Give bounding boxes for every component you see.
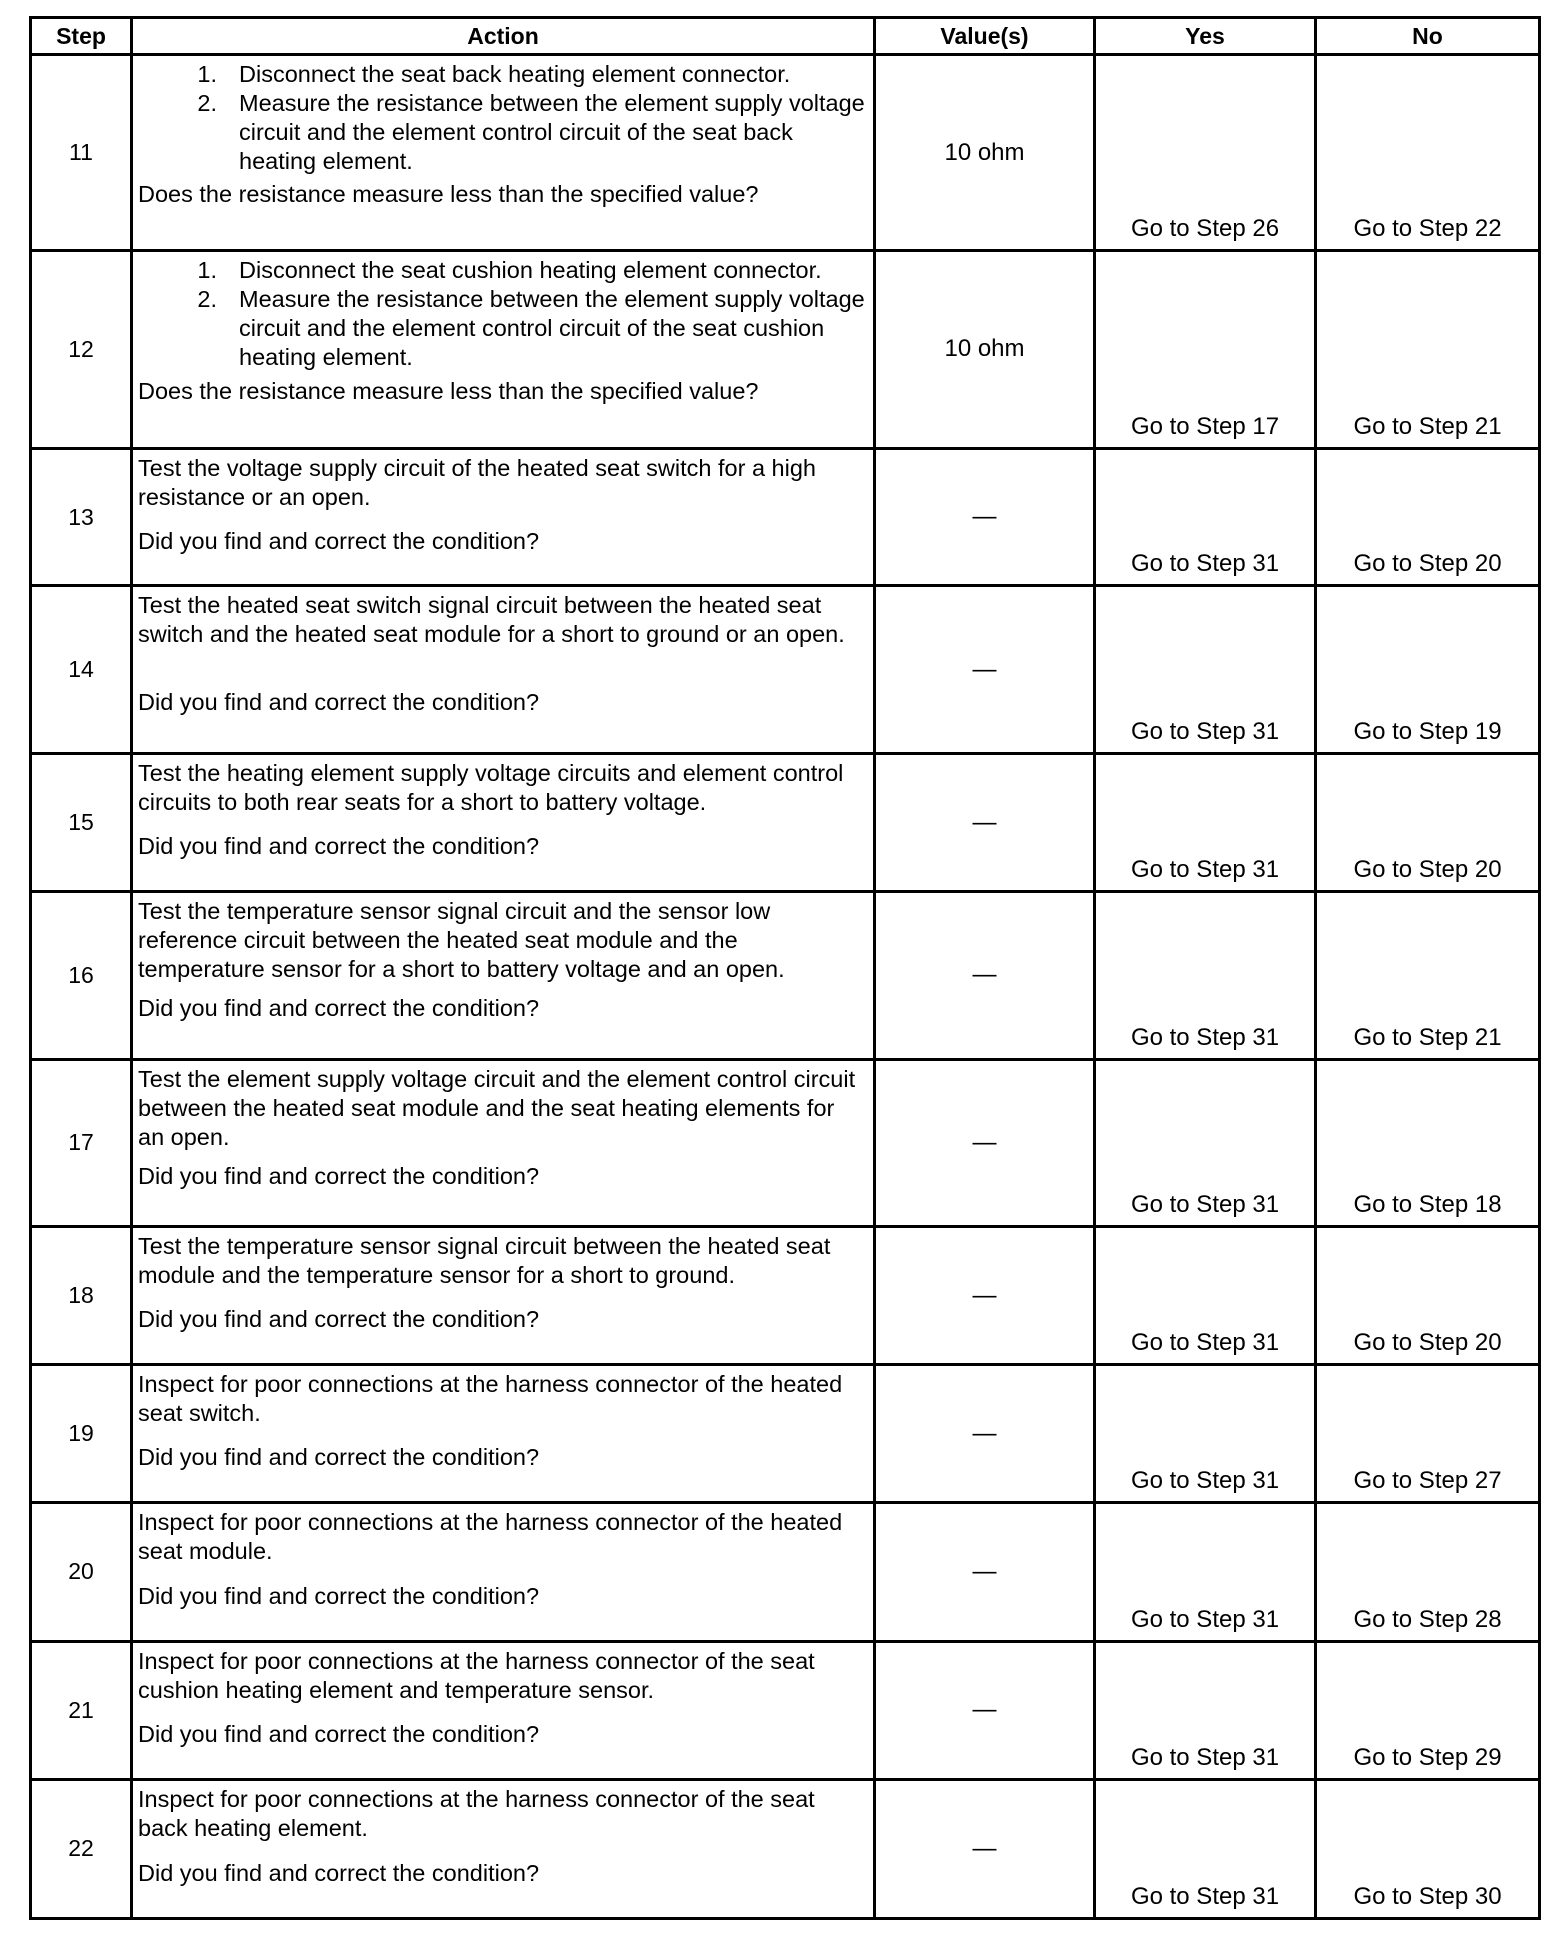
action-question: Did you find and correct the condition? [138, 1721, 540, 1748]
action-text: Test the heating element supply voltage circuits and element control circuits to both rear seats for a short to battery voltage. [138, 760, 844, 816]
action-cell [132, 251, 875, 448]
action-step-text: Measure the resistance between the element supply voltage circuit and the element control circuit of the seat back heating element. [239, 90, 865, 174]
step-number: 22 [31, 1779, 132, 1918]
action-cell [132, 891, 875, 1059]
value-cell: — [875, 1059, 1095, 1227]
yes-result: Go to Step 31 [1095, 1227, 1316, 1365]
step-number: 14 [31, 586, 132, 754]
header-row [31, 18, 1540, 55]
action-step-number: 1. [197, 257, 217, 284]
table-row [31, 1365, 1540, 1503]
action-content [133, 755, 873, 863]
action-content [133, 1228, 873, 1336]
yes-result: Go to Step 31 [1095, 448, 1316, 586]
value-cell: — [875, 448, 1095, 586]
action-content [133, 252, 873, 408]
yes-result: Go to Step 31 [1095, 1779, 1316, 1918]
action-content [133, 1061, 873, 1193]
action-question: Did you find and correct the condition? [138, 1582, 540, 1609]
table-row [31, 448, 1540, 586]
step-number: 16 [31, 891, 132, 1059]
action-content [133, 1643, 873, 1751]
step-number: 11 [31, 55, 132, 251]
action-step-text: Disconnect the seat cushion heating element connector. [239, 257, 822, 284]
table-body [31, 55, 1540, 1919]
action-content [133, 1504, 873, 1613]
header-no: No [1316, 18, 1540, 55]
action-step-text: Disconnect the seat back heating element connector. [239, 61, 791, 87]
action-text: Inspect for poor connections at the harness connector of the seat cushion heating element and temperature sensor. [138, 1648, 815, 1704]
action-question: Did you find and correct the condition? [138, 527, 540, 554]
action-content [133, 1781, 873, 1890]
value-cell: — [875, 586, 1095, 754]
no-result: Go to Step 21 [1316, 891, 1540, 1059]
action-text: Inspect for poor connections at the harness connector of the heated seat module. [138, 1508, 843, 1564]
action-question: Did you find and correct the condition? [138, 1162, 540, 1189]
table-row [31, 586, 1540, 754]
action-question: Did you find and correct the condition? [138, 1306, 540, 1333]
no-result: Go to Step 20 [1316, 448, 1540, 586]
action-step-number: 1. [197, 61, 217, 87]
no-result: Go to Step 30 [1316, 1779, 1540, 1918]
no-result: Go to Step 27 [1316, 1365, 1540, 1503]
diagnostic-table [29, 16, 1541, 1920]
value-cell: — [875, 754, 1095, 892]
table-row [31, 1779, 1540, 1918]
table-row [31, 1059, 1540, 1227]
header-values: Value(s) [875, 18, 1095, 55]
action-text: Test the element supply voltage circuit and the element control circuit between the heated seat module and the seat heating elements for an open. [138, 1065, 856, 1150]
action-question: Did you find and correct the condition? [138, 1859, 540, 1886]
table-row [31, 251, 1540, 448]
no-result: Go to Step 18 [1316, 1059, 1540, 1227]
action-content [133, 893, 873, 1025]
table-row [31, 754, 1540, 892]
action-cell [132, 1502, 875, 1641]
action-step-number: 2. [197, 90, 217, 116]
action-question: Did you find and correct the condition? [138, 689, 540, 716]
header-step: Step [31, 18, 132, 55]
value-cell: 10 ohm [875, 251, 1095, 448]
action-steps-list [133, 56, 873, 176]
action-cell [132, 1227, 875, 1365]
step-number: 13 [31, 448, 132, 586]
action-cell [132, 448, 875, 586]
action-step-item [133, 60, 865, 89]
no-result: Go to Step 21 [1316, 251, 1540, 448]
value-cell: — [875, 1779, 1095, 1918]
action-content [133, 450, 873, 558]
action-text: Inspect for poor connections at the harness connector of the seat back heating element. [138, 1785, 815, 1841]
yes-result: Go to Step 31 [1095, 1642, 1316, 1780]
action-cell [132, 754, 875, 892]
step-number: 17 [31, 1059, 132, 1227]
yes-result: Go to Step 31 [1095, 754, 1316, 892]
step-number: 21 [31, 1642, 132, 1780]
value-cell: — [875, 1502, 1095, 1641]
yes-result: Go to Step 31 [1095, 1502, 1316, 1641]
action-cell [132, 1059, 875, 1227]
yes-result: Go to Step 17 [1095, 251, 1316, 448]
action-question: Does the resistance measure less than the specified value? [138, 181, 759, 207]
header-yes: Yes [1095, 18, 1316, 55]
yes-result: Go to Step 31 [1095, 1365, 1316, 1503]
no-result: Go to Step 22 [1316, 55, 1540, 251]
value-cell: 10 ohm [875, 55, 1095, 251]
action-cell [132, 1365, 875, 1503]
yes-result: Go to Step 31 [1095, 891, 1316, 1059]
action-step-item [133, 285, 865, 372]
no-result: Go to Step 20 [1316, 754, 1540, 892]
yes-result: Go to Step 31 [1095, 1059, 1316, 1227]
action-question: Did you find and correct the condition? [138, 833, 540, 860]
action-step-number: 2. [197, 286, 217, 313]
step-number: 15 [31, 754, 132, 892]
value-cell: — [875, 1365, 1095, 1503]
action-text: Test the temperature sensor signal circuit between the heated seat module and the temperature sensor for a short to ground. [138, 1233, 831, 1289]
no-result: Go to Step 28 [1316, 1502, 1540, 1641]
step-number: 18 [31, 1227, 132, 1365]
action-cell [132, 586, 875, 754]
step-number: 12 [31, 251, 132, 448]
header-action: Action [132, 18, 875, 55]
step-number: 20 [31, 1502, 132, 1641]
action-content [133, 56, 873, 211]
action-content [133, 1366, 873, 1474]
yes-result: Go to Step 31 [1095, 586, 1316, 754]
action-question: Did you find and correct the condition? [138, 994, 540, 1021]
table-row [31, 891, 1540, 1059]
action-steps-list [133, 252, 873, 372]
no-result: Go to Step 19 [1316, 586, 1540, 754]
table-row [31, 1227, 1540, 1365]
no-result: Go to Step 20 [1316, 1227, 1540, 1365]
table-row [31, 1642, 1540, 1780]
yes-result: Go to Step 26 [1095, 55, 1316, 251]
action-question: Does the resistance measure less than the specified value? [138, 378, 759, 405]
action-step-item [133, 89, 865, 176]
action-text: Test the temperature sensor signal circuit and the sensor low reference circuit between the heated seat module and the temperature sensor for a short to battery voltage and an open. [138, 897, 785, 982]
action-question: Did you find and correct the condition? [138, 1444, 540, 1471]
table-row [31, 55, 1540, 251]
action-content [133, 587, 873, 719]
step-number: 19 [31, 1365, 132, 1503]
action-text: Inspect for poor connections at the harness connector of the heated seat switch. [138, 1371, 843, 1427]
action-cell [132, 55, 875, 251]
table-header [31, 18, 1540, 55]
value-cell: — [875, 1642, 1095, 1780]
no-result: Go to Step 29 [1316, 1642, 1540, 1780]
action-cell [132, 1642, 875, 1780]
action-cell [132, 1779, 875, 1918]
table-row [31, 1502, 1540, 1641]
value-cell: — [875, 1227, 1095, 1365]
action-text: Test the heated seat switch signal circuit between the heated seat switch and the heated seat module for a short to ground or an open. [138, 592, 845, 648]
action-text: Test the voltage supply circuit of the heated seat switch for a high resistance or an open. [138, 454, 816, 510]
action-step-item [133, 256, 865, 285]
value-cell: — [875, 891, 1095, 1059]
action-step-text: Measure the resistance between the element supply voltage circuit and the element control circuit of the seat cushion heating element. [239, 286, 865, 371]
